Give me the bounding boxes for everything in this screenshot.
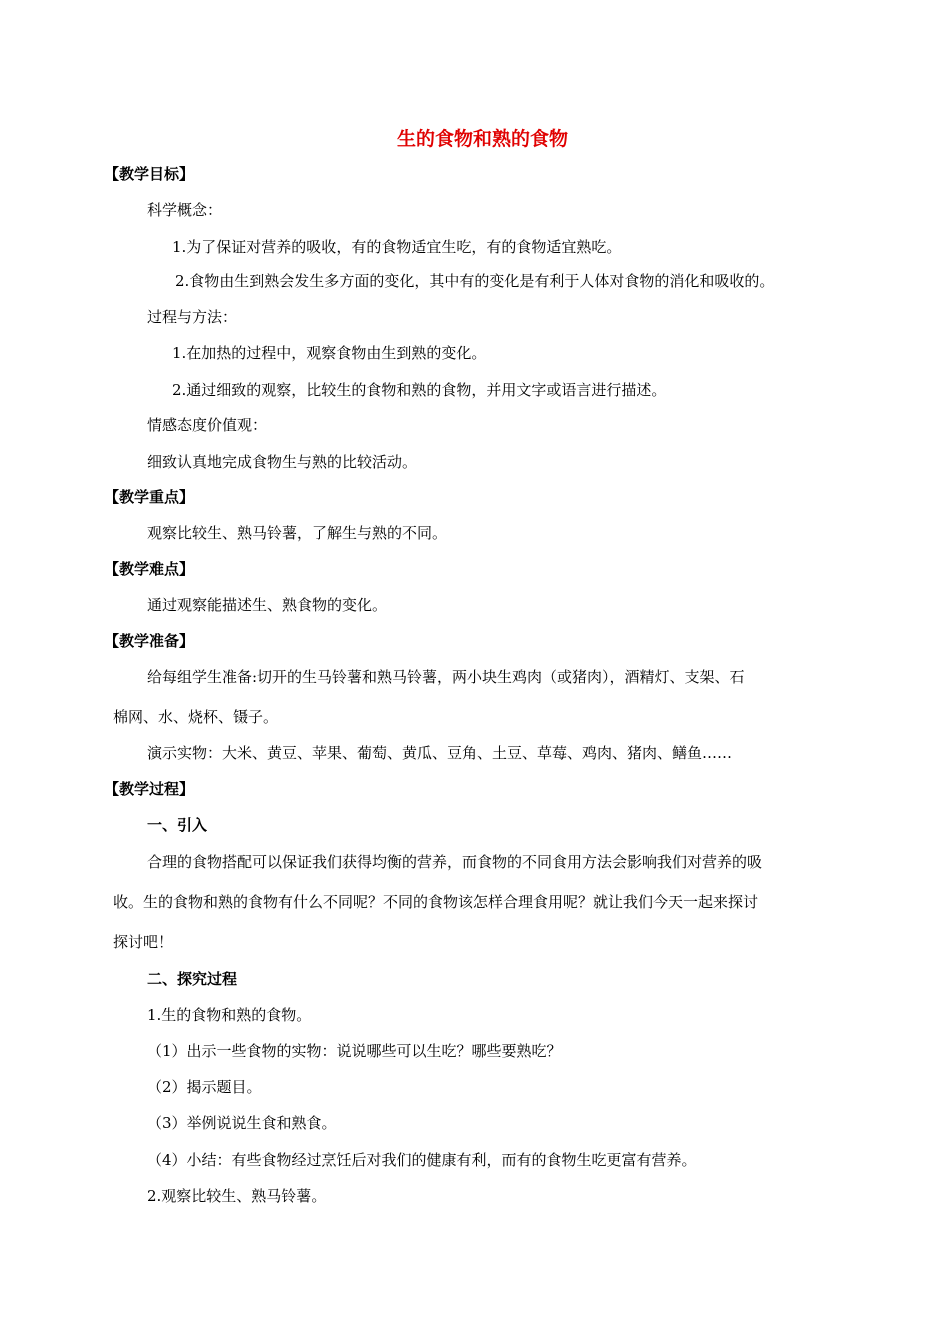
intro-line-1: 合理的食物搭配可以保证我们获得均衡的营养，而食物的不同食用方法会影响我们对营养的吸 (147, 853, 763, 871)
section-heading-preparation: 【教学准备】 (104, 632, 195, 650)
step-2: 2.观察比较生、熟马铃薯。 (147, 1187, 327, 1205)
method-item-1: 1.在加热的过程中，观察食物由生到熟的变化。 (172, 344, 487, 362)
document-title: 生的食物和熟的食物 (396, 128, 568, 150)
subheading-explore: 二、探究过程 (147, 970, 238, 988)
section-heading-key-points: 【教学重点】 (104, 488, 195, 506)
step-1-1: （1）出示一些食物的实物：说说哪些可以生吃？哪些要熟吃？ (147, 1042, 562, 1060)
intro-line-3: 探讨吧！ (113, 933, 174, 951)
difficulties-text: 通过观察能描述生、熟食物的变化。 (147, 596, 388, 614)
concept-item-2: 2.食物由生到熟会发生多方面的变化，其中有的变化是有利于人体对食物的消化和吸收的。 (175, 272, 775, 290)
step-1-3: （3）举例说说生食和熟食。 (147, 1114, 337, 1132)
subheading-intro: 一、引入 (147, 816, 208, 834)
intro-line-2: 收。生的食物和熟的食物有什么不同呢？不同的食物该怎样合理食用呢？就让我们今天一起来探讨 (113, 893, 759, 911)
concept-label: 科学概念： (147, 201, 223, 219)
preparation-line-1: 给每组学生准备:切开的生马铃薯和熟马铃薯，两小块生鸡肉（或猪肉），酒精灯、支架、石 (147, 668, 745, 686)
key-points-text: 观察比较生、熟马铃薯，了解生与熟的不同。 (147, 524, 448, 542)
preparation-line-3: 演示实物：大米、黄豆、苹果、葡萄、黄瓜、豆角、土豆、草莓、鸡肉、猪肉、鳝鱼…… (147, 744, 733, 762)
method-label: 过程与方法： (147, 308, 238, 326)
method-item-2: 2.通过细致的观察，比较生的食物和熟的食物，并用文字或语言进行描述。 (172, 381, 667, 399)
attitude-item-1: 细致认真地完成食物生与熟的比较活动。 (147, 453, 418, 471)
section-heading-difficulties: 【教学难点】 (104, 560, 195, 578)
step-1-2: （2）揭示题目。 (147, 1078, 262, 1096)
attitude-label: 情感态度价值观： (147, 416, 268, 434)
preparation-line-2: 棉网、水、烧杯、镊子。 (113, 708, 279, 726)
section-heading-goals: 【教学目标】 (104, 165, 195, 183)
section-heading-process: 【教学过程】 (104, 780, 195, 798)
concept-item-1: 1.为了保证对营养的吸收，有的食物适宜生吃，有的食物适宜熟吃。 (172, 238, 622, 256)
step-1: 1.生的食物和熟的食物。 (147, 1006, 312, 1024)
step-1-4: （4）小结：有些食物经过烹饪后对我们的健康有利，而有的食物生吃更富有营养。 (147, 1151, 697, 1169)
